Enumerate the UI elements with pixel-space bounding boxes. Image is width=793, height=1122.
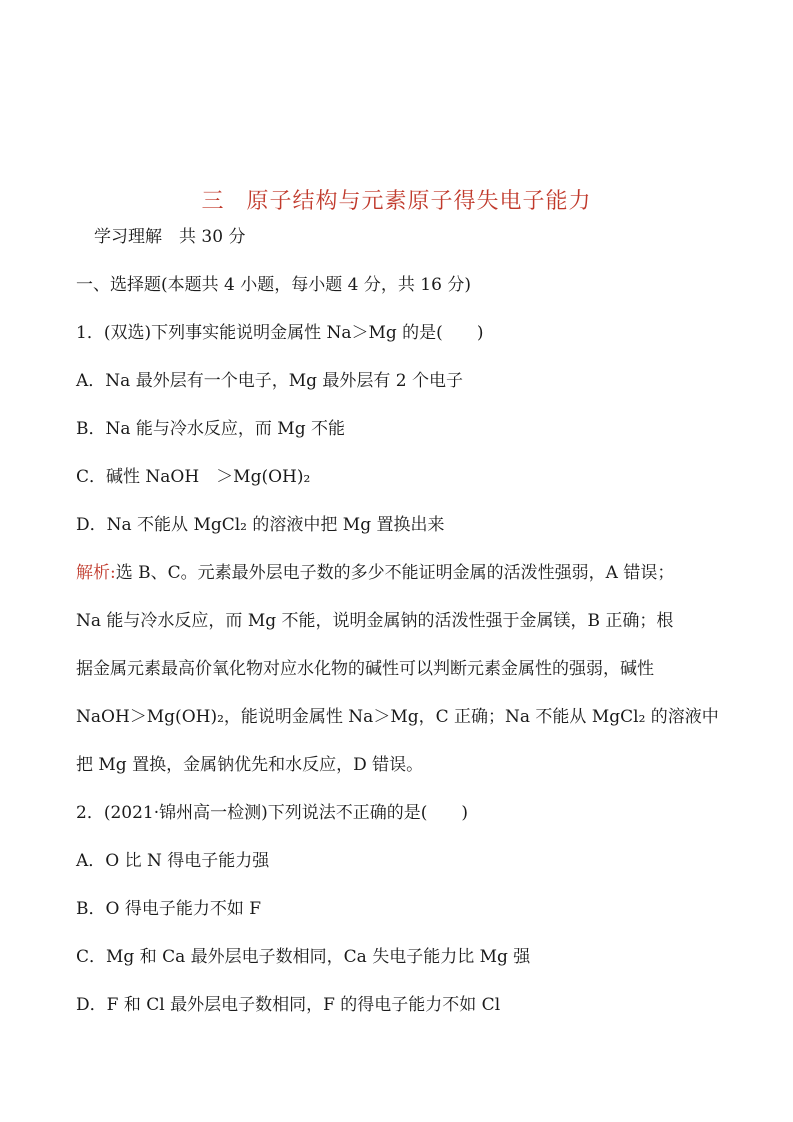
question-2-option-c: C．Mg 和 Ca 最外层电子数相同，Ca 失电子能力比 Mg 强 [76, 947, 531, 967]
question-2-option-b: B．O 得电子能力不如 F [76, 899, 262, 919]
question-1-stem: 1．(双选)下列事实能说明金属性 Na＞Mg 的是( ) [76, 323, 484, 343]
question-1-option-c: C．碱性 NaOH ＞Mg(OH)₂ [76, 467, 311, 487]
lesson-title [0, 184, 793, 215]
question-2-stem: 2．(2021·锦州高一检测)下列说法不正确的是( ) [76, 803, 469, 823]
question-1-analysis-line-3: 据金属元素最高价氧化物对应水化物的碱性可以判断元素金属性的强弱，碱性 [76, 659, 654, 679]
section-heading: 一、选择题(本题共 4 小题，每小题 4 分，共 16 分) [76, 275, 471, 295]
lesson-title-text: 原子结构与元素原子得失电子能力 [246, 189, 592, 214]
analysis-text: 选 B、C。元素最外层电子数的多少不能证明金属的活泼性强弱，A 错误； [115, 563, 675, 583]
question-2-option-d: D．F 和 Cl 最外层电子数相同，F 的得电子能力不如 Cl [76, 995, 501, 1015]
question-1-analysis-line-4: NaOH＞Mg(OH)₂，能说明金属性 Na＞Mg，C 正确；Na 不能从 MgCl₂ 的溶液中 [76, 707, 719, 727]
lesson-number: 三 [201, 189, 225, 214]
question-1-analysis-line-1 [76, 561, 674, 585]
section-subheading: 学习理解 共 30 分 [94, 227, 246, 247]
question-1-analysis-line-5: 把 Mg 置换，金属钠优先和水反应，D 错误。 [76, 755, 424, 775]
question-1-option-a: A．Na 最外层有一个电子，Mg 最外层有 2 个电子 [76, 371, 464, 391]
question-1-analysis-line-2: Na 能与冷水反应，而 Mg 不能，说明金属钠的活泼性强于金属镁，B 正确；根 [76, 611, 674, 631]
question-2-option-a: A．O 比 N 得电子能力强 [76, 851, 270, 871]
question-1-option-b: B．Na 能与冷水反应，而 Mg 不能 [76, 419, 346, 439]
analysis-label: 解析: [76, 563, 116, 583]
question-1-option-d: D．Na 不能从 MgCl₂ 的溶液中把 Mg 置换出来 [76, 515, 445, 535]
